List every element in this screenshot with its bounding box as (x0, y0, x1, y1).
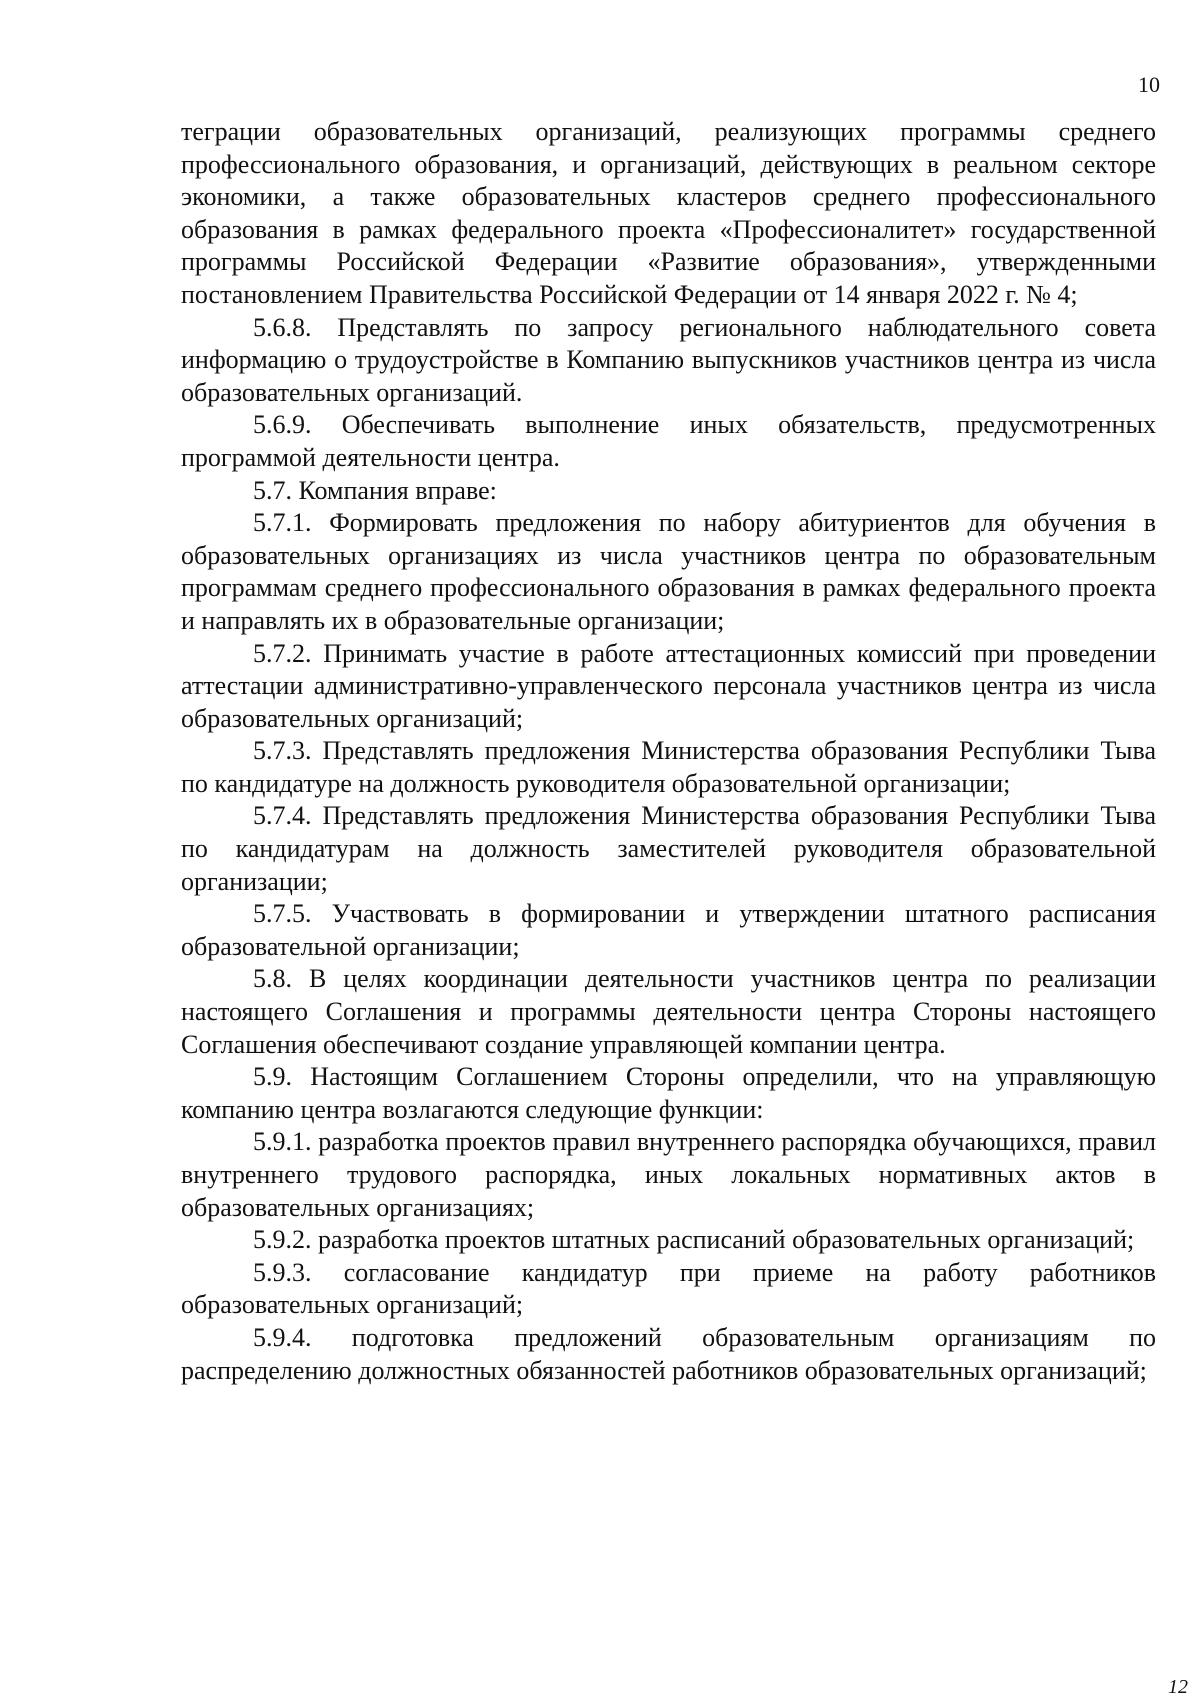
paragraph-5-9-4: 5.9.4. подготовка предложений образовательным организациям по распределению должностных обязанностей работников образовательных организаций; (181, 1322, 1156, 1385)
paragraph-5-7: 5.7. Компания вправе: (253, 475, 497, 505)
page-number: 10 (1138, 72, 1160, 97)
paragraph-continuation: теграции образовательных организаций, реализующих программы среднего профессионального образования, и организаций, действующих в реальном секторе экономики, а также образовательных кластеров среднего профессионального образования в рамках федерального проекта «Профессионалитет» государственной программы Российской Федерации «Развитие образования», утвержденными постановлением Правительства Российской Федерации от 14 января 2022 г. № 4; (181, 117, 1156, 309)
paragraph-5-7-5: 5.7.5. Участвовать в формировании и утверждении штатного расписания образовательной организации; (181, 899, 1156, 961)
paragraph-5-7-1: 5.7.1. Формировать предложения по набору абитуриентов для обучения в образовательных организациях из числа участников центра по образовательным программам среднего профессионального образования в рамках федерального проекта и направлять их в образовательные организации; (181, 508, 1156, 635)
paragraph-5-6-9: 5.6.9. Обеспечивать выполнение иных обязательств, предусмотренных программой деятельности центра. (181, 410, 1156, 472)
paragraph-5-6-8: 5.6.8. Представлять по запросу регионального наблюдательного совета информацию о трудоустройстве в Компанию выпускников участников центра из числа образовательных организаций. (181, 312, 1156, 407)
paragraph-5-9-1: 5.9.1. разработка проектов правил внутреннего распорядка обучающихся, правил внутреннего трудового распорядка, иных локальных нормативных актов в образовательных организациях; (181, 1127, 1156, 1222)
paragraph-5-7-2: 5.7.2. Принимать участие в работе аттестационных комиссий при проведении аттестации административно-управленческого персонала участников центра из числа образовательных организаций; (181, 638, 1156, 733)
handwritten-corner-mark: 12 (1168, 1676, 1188, 1698)
paragraph-5-9: 5.9. Настоящим Соглашением Стороны определили, что на управляющую компанию центра возлагаются следующие функции: (181, 1062, 1156, 1124)
document-body (181, 116, 1156, 1387)
paragraph-5-7-4: 5.7.4. Представлять предложения Министерства образования Республики Тыва по кандидатурам на должность заместителей руководителя образовательной организации; (181, 801, 1156, 896)
paragraph-5-8: 5.8. В целях координации деятельности участников центра по реализации настоящего Соглашения и программы деятельности центра Стороны настоящего Соглашения обеспечивают создание управляющей компании центра. (181, 964, 1156, 1059)
paragraph-5-7-3: 5.7.3. Представлять предложения Министерства образования Республики Тыва по кандидатуре на должность руководителя образовательной организации; (181, 736, 1156, 798)
paragraph-5-9-3: 5.9.3. согласование кандидатур при приеме на работу работников образовательных организаций; (181, 1257, 1156, 1320)
paragraph-5-9-2: 5.9.2. разработка проектов штатных расписаний образовательных организаций; (253, 1225, 1135, 1255)
